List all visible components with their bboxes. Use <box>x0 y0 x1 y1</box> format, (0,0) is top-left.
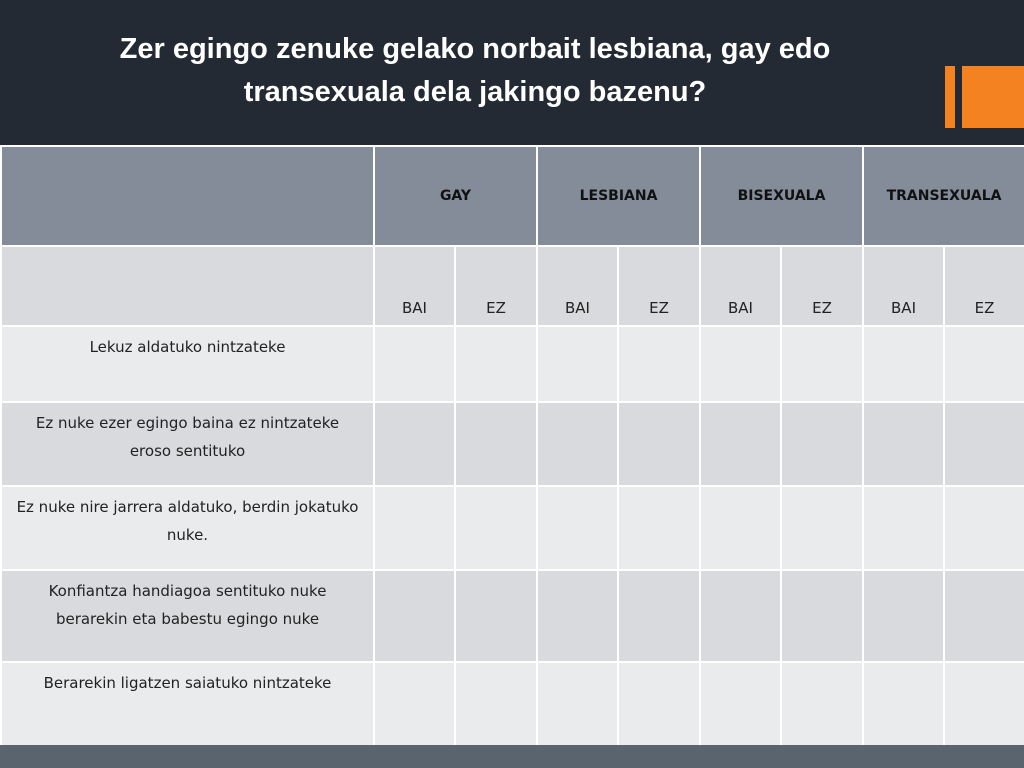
survey-table <box>0 145 1024 747</box>
table-row <box>1 486 1024 570</box>
answer-cell <box>455 570 537 662</box>
group-header-bisexuala: BISEXUALA <box>700 146 863 246</box>
answer-cell <box>537 662 618 746</box>
subheader-cell: BAI <box>863 246 944 326</box>
answer-cell <box>781 326 863 402</box>
answer-cell <box>863 402 944 486</box>
answer-cell <box>374 486 455 570</box>
row-label: Lekuz aldatuko nintzateke <box>1 326 374 402</box>
table-row <box>1 570 1024 662</box>
answer-cell <box>455 662 537 746</box>
answer-cell <box>455 326 537 402</box>
table-row <box>1 326 1024 402</box>
slide-header <box>0 0 1024 145</box>
answer-cell <box>537 570 618 662</box>
answer-cell <box>455 486 537 570</box>
answer-cell <box>455 402 537 486</box>
subheader-corner-cell <box>1 246 374 326</box>
answer-cell <box>863 662 944 746</box>
answer-cell <box>700 662 781 746</box>
accent-block <box>962 66 1024 128</box>
answer-cell <box>781 570 863 662</box>
answer-cell <box>374 402 455 486</box>
table-row <box>1 662 1024 746</box>
answer-cell <box>944 570 1024 662</box>
answer-cell <box>618 662 700 746</box>
answer-cell <box>374 326 455 402</box>
answer-cell <box>781 402 863 486</box>
answer-cell <box>618 326 700 402</box>
answer-cell <box>618 570 700 662</box>
subheader-cell: BAI <box>700 246 781 326</box>
answer-cell <box>537 326 618 402</box>
slide-footer-bar <box>0 745 1024 768</box>
row-label: Ez nuke ezer egingo baina ez nintzateke eroso sentituko <box>1 402 374 486</box>
answer-cell <box>781 486 863 570</box>
subheader-cell: EZ <box>781 246 863 326</box>
answer-cell <box>944 326 1024 402</box>
group-header-transexuala: TRANSEXUALA <box>863 146 1024 246</box>
answer-cell <box>863 570 944 662</box>
answer-cell <box>944 662 1024 746</box>
subheader-cell: EZ <box>455 246 537 326</box>
slide-title: Zer egingo zenuke gelako norbait lesbiana, gay edo transexuala dela jakingo bazenu? <box>119 33 831 108</box>
subheader-cell: BAI <box>537 246 618 326</box>
answer-cell <box>944 486 1024 570</box>
answer-cell <box>781 662 863 746</box>
row-label: Ez nuke nire jarrera aldatuko, berdin jokatuko nuke. <box>1 486 374 570</box>
answer-cell <box>863 486 944 570</box>
row-label: Berarekin ligatzen saiatuko nintzateke <box>1 662 374 746</box>
answer-cell <box>700 570 781 662</box>
answer-cell <box>700 402 781 486</box>
answer-cell <box>618 402 700 486</box>
accent-bar-thin <box>945 66 955 128</box>
corner-cell <box>1 146 374 246</box>
row-label: Konfiantza handiagoa sentituko nuke berarekin eta babestu egingo nuke <box>1 570 374 662</box>
answer-cell <box>374 570 455 662</box>
subheader-cell: EZ <box>944 246 1024 326</box>
subheader-cell: BAI <box>374 246 455 326</box>
answer-cell <box>618 486 700 570</box>
answer-cell <box>700 326 781 402</box>
subheader-cell: EZ <box>618 246 700 326</box>
answer-cell <box>537 486 618 570</box>
answer-cell <box>863 326 944 402</box>
group-header-gay: GAY <box>374 146 537 246</box>
answer-cell <box>700 486 781 570</box>
group-header-row <box>1 146 1024 246</box>
survey-table-container <box>0 145 1024 745</box>
answer-cell <box>944 402 1024 486</box>
group-header-lesbiana: LESBIANA <box>537 146 700 246</box>
table-row <box>1 402 1024 486</box>
answer-cell <box>374 662 455 746</box>
subheader-row <box>1 246 1024 326</box>
answer-cell <box>537 402 618 486</box>
